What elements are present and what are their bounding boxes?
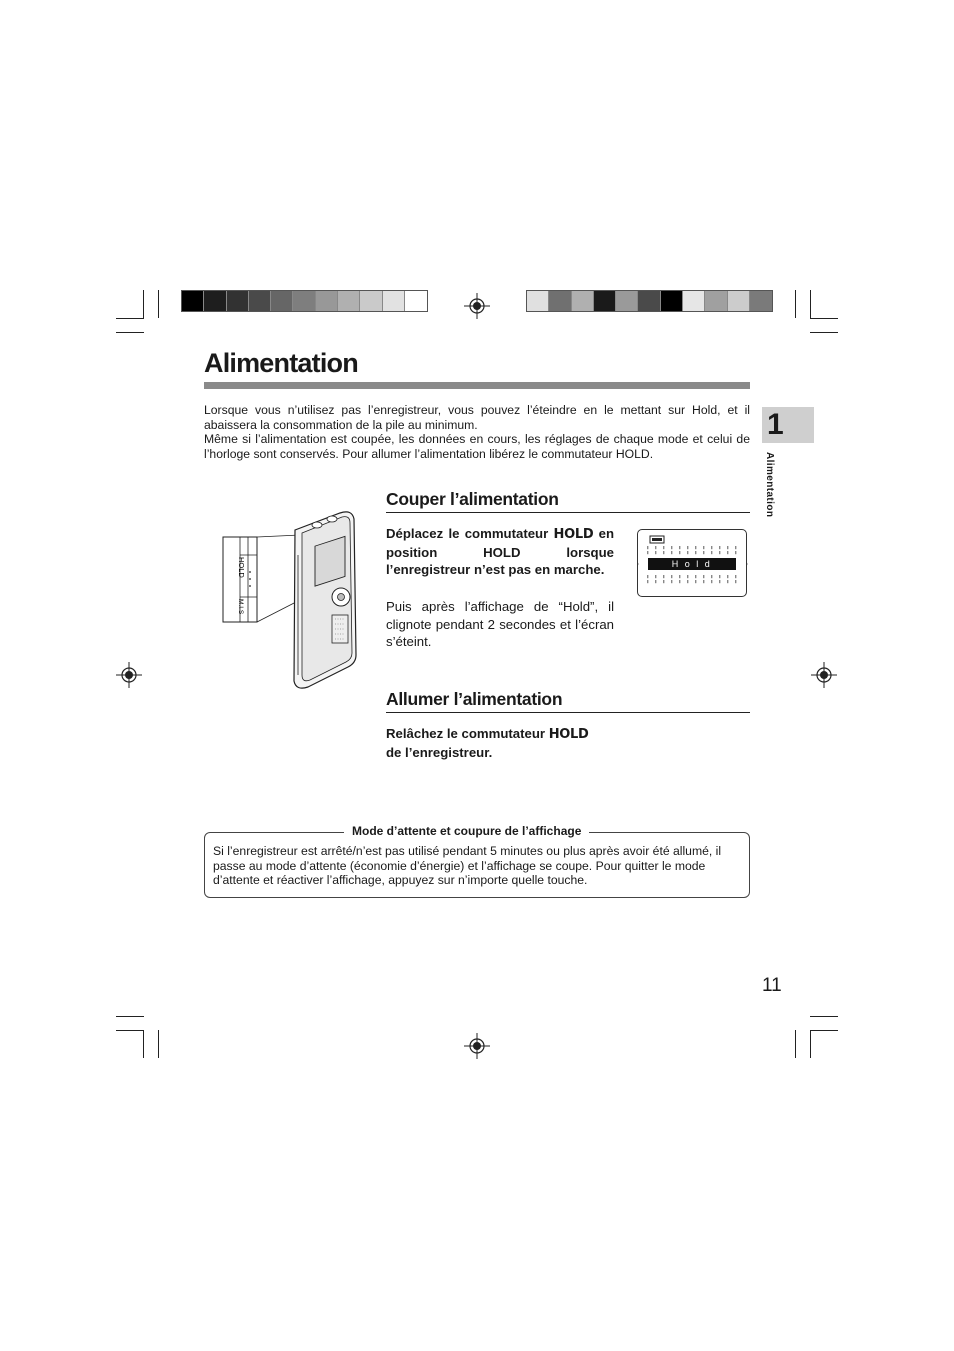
title-underline bbox=[204, 382, 750, 389]
step-description-power-off: Puis après l’affichage de “Hold”, il clignote pendant 2 secondes et l’écran s’éteint. bbox=[386, 599, 614, 650]
color-swatch bbox=[338, 291, 360, 311]
color-swatch bbox=[271, 291, 293, 311]
color-swatch bbox=[527, 291, 549, 311]
color-swatch bbox=[728, 291, 750, 311]
crop-mark bbox=[810, 332, 838, 333]
lcd-dot bbox=[735, 546, 736, 549]
lcd-dot bbox=[671, 546, 672, 549]
crop-mark bbox=[116, 318, 144, 319]
lcd-dot bbox=[703, 580, 704, 583]
crop-mark bbox=[795, 1030, 796, 1058]
step-instruction-power-on bbox=[386, 725, 614, 761]
lcd-dot bbox=[719, 580, 720, 583]
color-swatch bbox=[316, 291, 338, 311]
color-swatch bbox=[360, 291, 382, 311]
crop-mark bbox=[810, 1030, 838, 1031]
lcd-dot bbox=[647, 575, 648, 578]
registration-mark-icon bbox=[464, 293, 490, 319]
lcd-dot bbox=[719, 546, 720, 549]
lcd-dot bbox=[679, 580, 680, 583]
lcd-dot bbox=[703, 546, 704, 549]
crop-mark bbox=[795, 290, 796, 318]
intro-text bbox=[204, 403, 750, 461]
note-title: Mode d’attente et coupure de l’affichage bbox=[344, 824, 589, 838]
crop-mark bbox=[116, 1030, 144, 1031]
color-swatch bbox=[661, 291, 683, 311]
registration-mark-icon bbox=[464, 1033, 490, 1059]
color-swatch bbox=[572, 291, 594, 311]
chapter-tab: 1 bbox=[762, 407, 814, 443]
registration-mark-icon bbox=[116, 662, 142, 688]
lcd-dot bbox=[711, 551, 712, 554]
color-swatch bbox=[750, 291, 772, 311]
crop-mark bbox=[116, 332, 144, 333]
lcd-dot bbox=[655, 546, 656, 549]
color-swatch bbox=[549, 291, 571, 311]
hold-key-label: HOLD bbox=[548, 727, 589, 742]
lcd-dot bbox=[663, 546, 664, 549]
color-swatch bbox=[594, 291, 616, 311]
lcd-dot bbox=[695, 575, 696, 578]
lcd-dot bbox=[647, 551, 648, 554]
lcd-dot bbox=[679, 546, 680, 549]
lcd-dot bbox=[687, 551, 688, 554]
color-swatch bbox=[705, 291, 727, 311]
recorder-body bbox=[294, 512, 356, 688]
lcd-dot bbox=[647, 580, 648, 583]
lcd-dot bbox=[655, 580, 656, 583]
lcd-dot bbox=[655, 551, 656, 554]
lcd-dot bbox=[727, 546, 728, 549]
lcd-dot bbox=[695, 580, 696, 583]
lcd-dot bbox=[735, 551, 736, 554]
hold-switch-zoom bbox=[223, 535, 300, 622]
lcd-dot bbox=[735, 575, 736, 578]
lcd-dot bbox=[727, 580, 728, 583]
step-instruction-power-off bbox=[386, 525, 614, 579]
lcd-dot bbox=[663, 575, 664, 578]
lcd-hold-text: Hold bbox=[648, 558, 736, 570]
lcd-dot bbox=[671, 580, 672, 583]
lcd-dot bbox=[727, 551, 728, 554]
step-text: en position HOLD lorsque l’enregistreur n’est pas en marche. bbox=[386, 526, 615, 578]
lcd-dot bbox=[703, 575, 704, 578]
crop-mark bbox=[810, 318, 838, 319]
lcd-dot bbox=[679, 551, 680, 554]
lcd-dot bbox=[687, 580, 688, 583]
lcd-dot bbox=[663, 580, 664, 583]
lcd-dot bbox=[711, 580, 712, 583]
switch-mis-label: M.I.S bbox=[237, 599, 244, 615]
lcd-dot bbox=[687, 546, 688, 549]
intro-paragraph: Lorsque vous n’utilisez pas l’enregistreur, vous pouvez l’éteindre en le mettant sur Hold, et il abaissera la consommation de la pile au minimum. bbox=[204, 403, 750, 432]
lcd-display bbox=[637, 529, 747, 597]
section-heading-power-off: Couper l’alimentation bbox=[386, 489, 750, 513]
color-swatch bbox=[227, 291, 249, 311]
crop-mark bbox=[810, 1016, 838, 1017]
recorder-illustration bbox=[220, 505, 360, 690]
crop-mark bbox=[810, 1030, 811, 1058]
lcd-dot bbox=[703, 551, 704, 554]
hold-key-label: HOLD bbox=[553, 527, 594, 542]
color-swatch bbox=[383, 291, 405, 311]
registration-mark-icon bbox=[811, 662, 837, 688]
step-text: Relâchez le commutateur bbox=[386, 726, 549, 741]
crop-mark bbox=[116, 1016, 144, 1017]
lcd-dot bbox=[711, 575, 712, 578]
color-swatch bbox=[638, 291, 660, 311]
color-swatch bbox=[249, 291, 271, 311]
page-title: Alimentation bbox=[204, 348, 358, 378]
color-swatch bbox=[405, 291, 427, 311]
lcd-dot bbox=[655, 575, 656, 578]
color-bar-right bbox=[526, 290, 773, 312]
section-heading-power-on: Allumer l’alimentation bbox=[386, 689, 750, 713]
step-text: de l’enregistreur. bbox=[386, 744, 493, 760]
lcd-dot bbox=[695, 546, 696, 549]
color-swatch bbox=[182, 291, 204, 311]
crop-mark bbox=[810, 290, 811, 318]
color-swatch bbox=[616, 291, 638, 311]
intro-paragraph: Même si l’alimentation est coupée, les données en cours, les réglages de chaque mode et celui de l’horloge sont conservés. Pour allumer l’alimentation libérez le commutateur HOLD. bbox=[204, 432, 750, 461]
lcd-dot bbox=[695, 551, 696, 554]
lcd-dot bbox=[663, 551, 664, 554]
crop-mark bbox=[143, 1030, 144, 1058]
lcd-dot bbox=[671, 575, 672, 578]
lcd-dot bbox=[647, 546, 648, 549]
switch-hold-label: HOLD bbox=[237, 557, 246, 578]
color-bar-left bbox=[181, 290, 428, 312]
crop-mark bbox=[158, 1030, 159, 1058]
crop-mark bbox=[143, 290, 144, 318]
color-swatch bbox=[204, 291, 226, 311]
note-text: Si l’enregistreur est arrêté/n’est pas utilisé pendant 5 minutes ou plus après avoir été allumé, il passe au mode d’attente (économie d’énergie) et l’affichage se coupe. Pour quitter le mode d’attente et réactiver l’affichage, appuyez sur n’importe quelle touche. bbox=[213, 844, 722, 888]
lcd-dot bbox=[671, 551, 672, 554]
lcd-dot bbox=[679, 575, 680, 578]
lcd-dot bbox=[687, 575, 688, 578]
color-swatch bbox=[683, 291, 705, 311]
crop-mark bbox=[158, 290, 159, 318]
lcd-dot bbox=[719, 551, 720, 554]
chapter-side-label: Alimentation bbox=[764, 452, 775, 518]
page-number: 11 bbox=[762, 975, 782, 996]
lcd-dot bbox=[727, 575, 728, 578]
color-swatch bbox=[293, 291, 315, 311]
lcd-dot bbox=[711, 546, 712, 549]
step-text: Déplacez le commutateur bbox=[386, 526, 554, 541]
lcd-dot bbox=[719, 575, 720, 578]
lcd-dot bbox=[735, 580, 736, 583]
